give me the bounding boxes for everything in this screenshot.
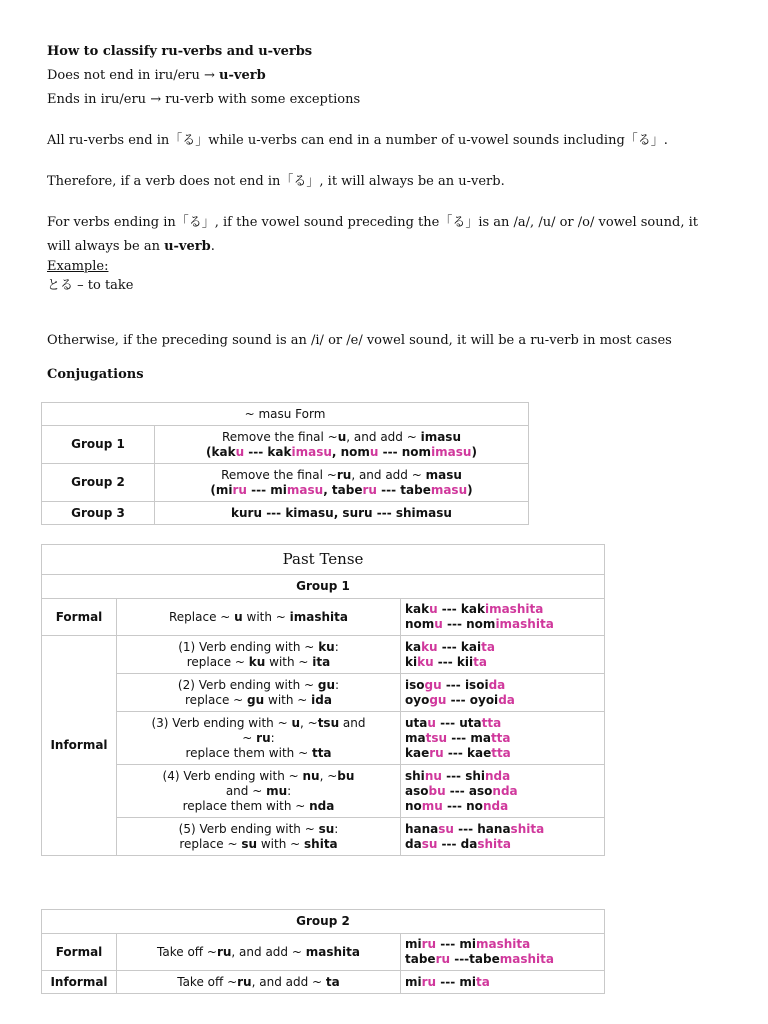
text-segment: nda xyxy=(482,798,509,813)
rule-line xyxy=(121,975,396,990)
text-segment: kak xyxy=(405,602,430,616)
text-segment: ru xyxy=(237,974,252,989)
text-segment: ta xyxy=(481,639,495,654)
informal-examples-5 xyxy=(401,818,605,856)
masu-table-title: ~ masu Form xyxy=(42,403,529,426)
example-label: Example: xyxy=(47,259,109,274)
informal-rule-3 xyxy=(117,712,401,765)
text-segment: u xyxy=(369,444,379,459)
text-segment: masu xyxy=(286,482,324,497)
text-segment: oyo xyxy=(405,692,430,707)
text-segment: ) xyxy=(471,444,477,459)
informal-label: Informal xyxy=(42,636,117,856)
text-segment: iso xyxy=(405,677,425,692)
text-segment: imashita xyxy=(495,617,554,631)
masu-group-2-cell xyxy=(155,464,529,502)
past-tense-title: Past Tense xyxy=(42,545,605,575)
text-segment: aso xyxy=(405,783,429,798)
text-bold: u-verb xyxy=(164,239,211,254)
conjugations-heading: Conjugations xyxy=(47,367,144,382)
text-segment: u xyxy=(429,602,438,616)
text-segment: --- da xyxy=(437,836,478,851)
example-line xyxy=(405,731,600,746)
text-segment: mashita xyxy=(499,952,554,966)
formal-examples xyxy=(401,599,605,636)
masu-form-table xyxy=(41,402,529,525)
group-1-header: Group 1 xyxy=(42,575,605,599)
text-segment: u xyxy=(427,715,436,730)
text-segment: u xyxy=(235,444,245,459)
text-segment: ku xyxy=(417,654,434,669)
informal-rule-g2 xyxy=(117,971,401,994)
text-segment: --- kii xyxy=(433,654,474,669)
text-segment: gu xyxy=(429,692,447,707)
example-line xyxy=(405,602,600,617)
text-segment: --- kak xyxy=(437,602,485,616)
text-segment: imasu xyxy=(291,444,332,459)
rule-line xyxy=(121,822,396,837)
table-spacer xyxy=(42,856,605,910)
text-segment: , and add ~ xyxy=(231,944,306,959)
rule-line xyxy=(121,731,396,746)
text-segment: ru xyxy=(421,937,437,951)
text-segment: bu xyxy=(428,783,446,798)
text-segment: su xyxy=(241,836,258,851)
example-line xyxy=(405,678,600,693)
document-body xyxy=(47,40,727,387)
text-segment: ru xyxy=(336,467,352,482)
text-segment: --- mi xyxy=(246,482,287,497)
text-segment: --- ma xyxy=(447,730,491,745)
text-segment: da xyxy=(498,692,515,707)
text-segment: su xyxy=(318,821,335,836)
rule-line-1 xyxy=(47,64,727,88)
example-line xyxy=(405,769,600,784)
text-segment: tta xyxy=(481,715,502,730)
text-segment: nda xyxy=(485,768,511,783)
text-segment: Take off ~ xyxy=(177,974,238,989)
text-segment: --- mi xyxy=(436,937,477,951)
text-segment: ku xyxy=(318,639,335,654)
rule-line xyxy=(121,784,396,799)
text-segment: --- hana xyxy=(453,821,511,836)
text-segment: ru xyxy=(421,974,437,989)
text-segment: ta xyxy=(473,654,487,669)
example-line xyxy=(405,693,600,708)
rule-line xyxy=(121,799,396,814)
paragraph-4: Otherwise, if the preceding sound is an /i/ or /e/ vowel sound, it will be a ru-verb in most cases xyxy=(47,333,672,348)
text-segment: ku xyxy=(248,654,266,669)
formal-label-2: Formal xyxy=(42,934,117,971)
rule-line xyxy=(121,716,396,731)
text-segment: mashita xyxy=(476,937,531,951)
text-segment: replace them with ~ xyxy=(185,745,312,760)
text-segment: tta xyxy=(490,730,511,745)
paragraph-3b xyxy=(47,235,727,259)
informal-examples-2 xyxy=(401,674,605,712)
text-segment: : xyxy=(334,821,339,836)
text-segment: ita xyxy=(312,654,331,669)
text: will always be an xyxy=(47,239,165,254)
text-segment: --- no xyxy=(442,798,483,813)
text-segment: , and add ~ xyxy=(251,974,326,989)
rule-line xyxy=(121,693,396,708)
past-tense-table xyxy=(41,544,605,994)
paragraph-1: All ru-verbs end in「る」while u-verbs can end in a number of u-vowel sounds including「る」. xyxy=(47,133,668,148)
text-segment: u xyxy=(234,609,243,624)
text-segment: with ~ xyxy=(257,836,305,851)
informal-examples-3 xyxy=(401,712,605,765)
text-segment: (2) Verb ending with ~ xyxy=(177,677,318,692)
example-line xyxy=(405,799,600,814)
text-segment: : xyxy=(335,677,340,692)
text-segment: --- isoi xyxy=(441,677,489,692)
text-segment: mi xyxy=(405,974,422,989)
rule-line xyxy=(121,678,396,693)
rule-line xyxy=(159,468,524,483)
example-line xyxy=(405,822,600,837)
rule-text: Does not end in iru/eru → xyxy=(47,68,220,83)
text: . xyxy=(210,239,215,254)
text-segment: replace them with ~ xyxy=(182,798,310,813)
example-line xyxy=(159,483,524,498)
text-segment: nom xyxy=(405,617,435,631)
masu-group-2-label: Group 2 xyxy=(42,464,155,502)
informal-rule-5 xyxy=(117,818,401,856)
text-segment: ta xyxy=(325,974,340,989)
text-segment: ---tabe xyxy=(450,952,500,966)
masu-group-3-label: Group 3 xyxy=(42,502,155,525)
text-segment: with ~ xyxy=(265,654,313,669)
text-segment: u xyxy=(337,429,347,444)
text-segment: and ~ xyxy=(225,783,267,798)
text-segment: --- kae xyxy=(443,745,492,760)
text-segment: nu xyxy=(424,768,442,783)
rule-result: u-verb xyxy=(219,68,266,83)
text-segment: ~ xyxy=(242,730,257,745)
text-segment: da xyxy=(488,677,506,692)
text-segment: (4) Verb ending with ~ xyxy=(162,768,303,783)
text-segment: shi xyxy=(405,768,425,783)
text-segment: masu xyxy=(430,482,468,497)
informal-examples-1 xyxy=(401,636,605,674)
text-segment: --- tabe xyxy=(376,482,431,497)
text-segment: su xyxy=(438,821,454,836)
example-line xyxy=(405,640,600,655)
text-segment: kae xyxy=(405,745,430,760)
text-segment: : xyxy=(270,730,275,745)
text-segment: , tabe xyxy=(323,482,363,497)
text-segment: replace ~ xyxy=(185,692,248,707)
text-segment: , and add ~ xyxy=(346,429,421,444)
informal-rule-4 xyxy=(117,765,401,818)
rule-line xyxy=(121,837,396,852)
text-segment: --- mi xyxy=(436,974,477,989)
informal-examples-4 xyxy=(401,765,605,818)
example-line xyxy=(405,655,600,670)
rule-line xyxy=(159,430,524,445)
text-segment: Take off ~ xyxy=(157,944,217,959)
formal-label: Formal xyxy=(42,599,117,636)
text-segment: mu xyxy=(266,783,288,798)
text-segment: --- oyoi xyxy=(446,692,499,707)
formal-rule xyxy=(117,599,401,636)
text-segment: ida xyxy=(311,692,332,707)
text-segment: gu xyxy=(424,677,442,692)
text-segment: : xyxy=(287,783,292,798)
paragraph-2: Therefore, if a verb does not end in「る」, it will always be an u-verb. xyxy=(47,174,505,189)
example-line xyxy=(159,445,524,460)
text-segment: , ~ xyxy=(319,768,338,783)
text-segment: ru xyxy=(216,944,232,959)
example-text: とる – to take xyxy=(47,278,134,293)
text-segment: tta xyxy=(311,745,332,760)
text-segment: tsu xyxy=(425,730,448,745)
text-segment: --- shi xyxy=(441,768,486,783)
rule-line xyxy=(121,610,396,625)
text-segment: ru xyxy=(435,952,451,966)
rule-line xyxy=(121,640,396,655)
paragraph-3a: For verbs ending in「る」, if the vowel sound preceding the「る」is an /a/, /u/ or /o/ vowel sound, it xyxy=(47,215,698,230)
rule-line xyxy=(121,655,396,670)
text-segment: gu xyxy=(247,692,265,707)
masu-group-1-cell xyxy=(155,426,529,464)
text-segment: , nom xyxy=(331,444,370,459)
text-segment: with ~ xyxy=(242,609,290,624)
rule-line-2: Ends in iru/eru → ru-verb with some exceptions xyxy=(47,92,361,107)
text-segment: with ~ xyxy=(264,692,312,707)
example-line xyxy=(405,746,600,761)
text-segment: Remove the final ~ xyxy=(222,429,338,444)
text-segment: (1) Verb ending with ~ xyxy=(178,639,319,654)
formal-rule-2 xyxy=(117,934,401,971)
text-segment: no xyxy=(405,798,422,813)
text-segment: replace ~ xyxy=(179,836,242,851)
example-line xyxy=(405,617,600,632)
masu-group-1-label: Group 1 xyxy=(42,426,155,464)
text-segment: nda xyxy=(492,783,518,798)
text-segment: , and add ~ xyxy=(351,467,426,482)
text-segment: ku xyxy=(421,639,438,654)
example-line xyxy=(405,975,600,990)
informal-rule-2 xyxy=(117,674,401,712)
text-segment: da xyxy=(405,836,422,851)
text-segment: shita xyxy=(510,821,545,836)
rule-line xyxy=(121,945,396,960)
text-segment: masu xyxy=(425,467,462,482)
example-line xyxy=(405,937,600,952)
text-segment: tabe xyxy=(405,952,436,966)
text-segment: uta xyxy=(405,715,428,730)
text-segment: ru xyxy=(232,482,247,497)
example-line xyxy=(405,716,600,731)
group-2-header: Group 2 xyxy=(42,910,605,934)
informal-examples-g2 xyxy=(401,971,605,994)
text-segment: mu xyxy=(421,798,443,813)
formal-examples-2 xyxy=(401,934,605,971)
text-segment: replace ~ xyxy=(186,654,249,669)
text-segment: tsu xyxy=(317,715,340,730)
text-segment: ru xyxy=(429,745,444,760)
text-segment: (kak xyxy=(206,444,236,459)
text-segment: shita xyxy=(304,836,338,851)
text-segment: su xyxy=(421,836,438,851)
text-segment: ru xyxy=(362,482,377,497)
text-segment: --- nom xyxy=(442,617,496,631)
informal-rule-1 xyxy=(117,636,401,674)
text-segment: ru xyxy=(256,730,271,745)
text-segment: tta xyxy=(491,745,511,760)
rule-line xyxy=(121,769,396,784)
text-segment: (5) Verb ending with ~ xyxy=(178,821,319,836)
text-segment: : xyxy=(334,639,339,654)
text-segment: --- uta xyxy=(435,715,482,730)
example-line xyxy=(405,952,600,967)
text-segment: u xyxy=(434,617,443,631)
example-line xyxy=(405,837,600,852)
rule-line xyxy=(121,746,396,761)
text-segment: ta xyxy=(476,974,490,989)
text-segment: imashita xyxy=(289,609,349,624)
informal-label-2: Informal xyxy=(42,971,117,994)
text-segment: bu xyxy=(337,768,355,783)
text-segment: --- kai xyxy=(437,639,482,654)
text-segment: and xyxy=(339,715,366,730)
text-segment: Replace ~ xyxy=(168,609,235,624)
text-segment: nu xyxy=(302,768,320,783)
text-segment: ki xyxy=(405,654,418,669)
text-segment: (mi xyxy=(210,482,233,497)
text-segment: --- aso xyxy=(445,783,493,798)
text-segment: Remove the final ~ xyxy=(221,467,337,482)
text-segment: imashita xyxy=(484,602,544,616)
text-segment: (3) Verb ending with ~ xyxy=(151,715,292,730)
text-segment: nda xyxy=(309,798,335,813)
text-segment: mashita xyxy=(305,944,360,959)
text-segment: shita xyxy=(477,836,511,851)
text-segment: --- nom xyxy=(378,444,432,459)
text-segment: mi xyxy=(405,937,422,951)
heading: How to classify ru-verbs and u-verbs xyxy=(47,44,313,59)
masu-group-3-cell: kuru --- kimasu, suru --- shimasu xyxy=(155,502,529,525)
text-segment: --- kak xyxy=(244,444,292,459)
text-segment: gu xyxy=(317,677,336,692)
text-segment: , ~ xyxy=(300,715,318,730)
text-segment: ma xyxy=(405,730,426,745)
text-segment: imasu xyxy=(420,429,461,444)
text-segment: u xyxy=(291,715,300,730)
text-segment: hana xyxy=(405,821,439,836)
example-line xyxy=(405,784,600,799)
text-segment: imasu xyxy=(431,444,472,459)
text-segment: ka xyxy=(405,639,422,654)
text-segment: ) xyxy=(467,482,473,497)
